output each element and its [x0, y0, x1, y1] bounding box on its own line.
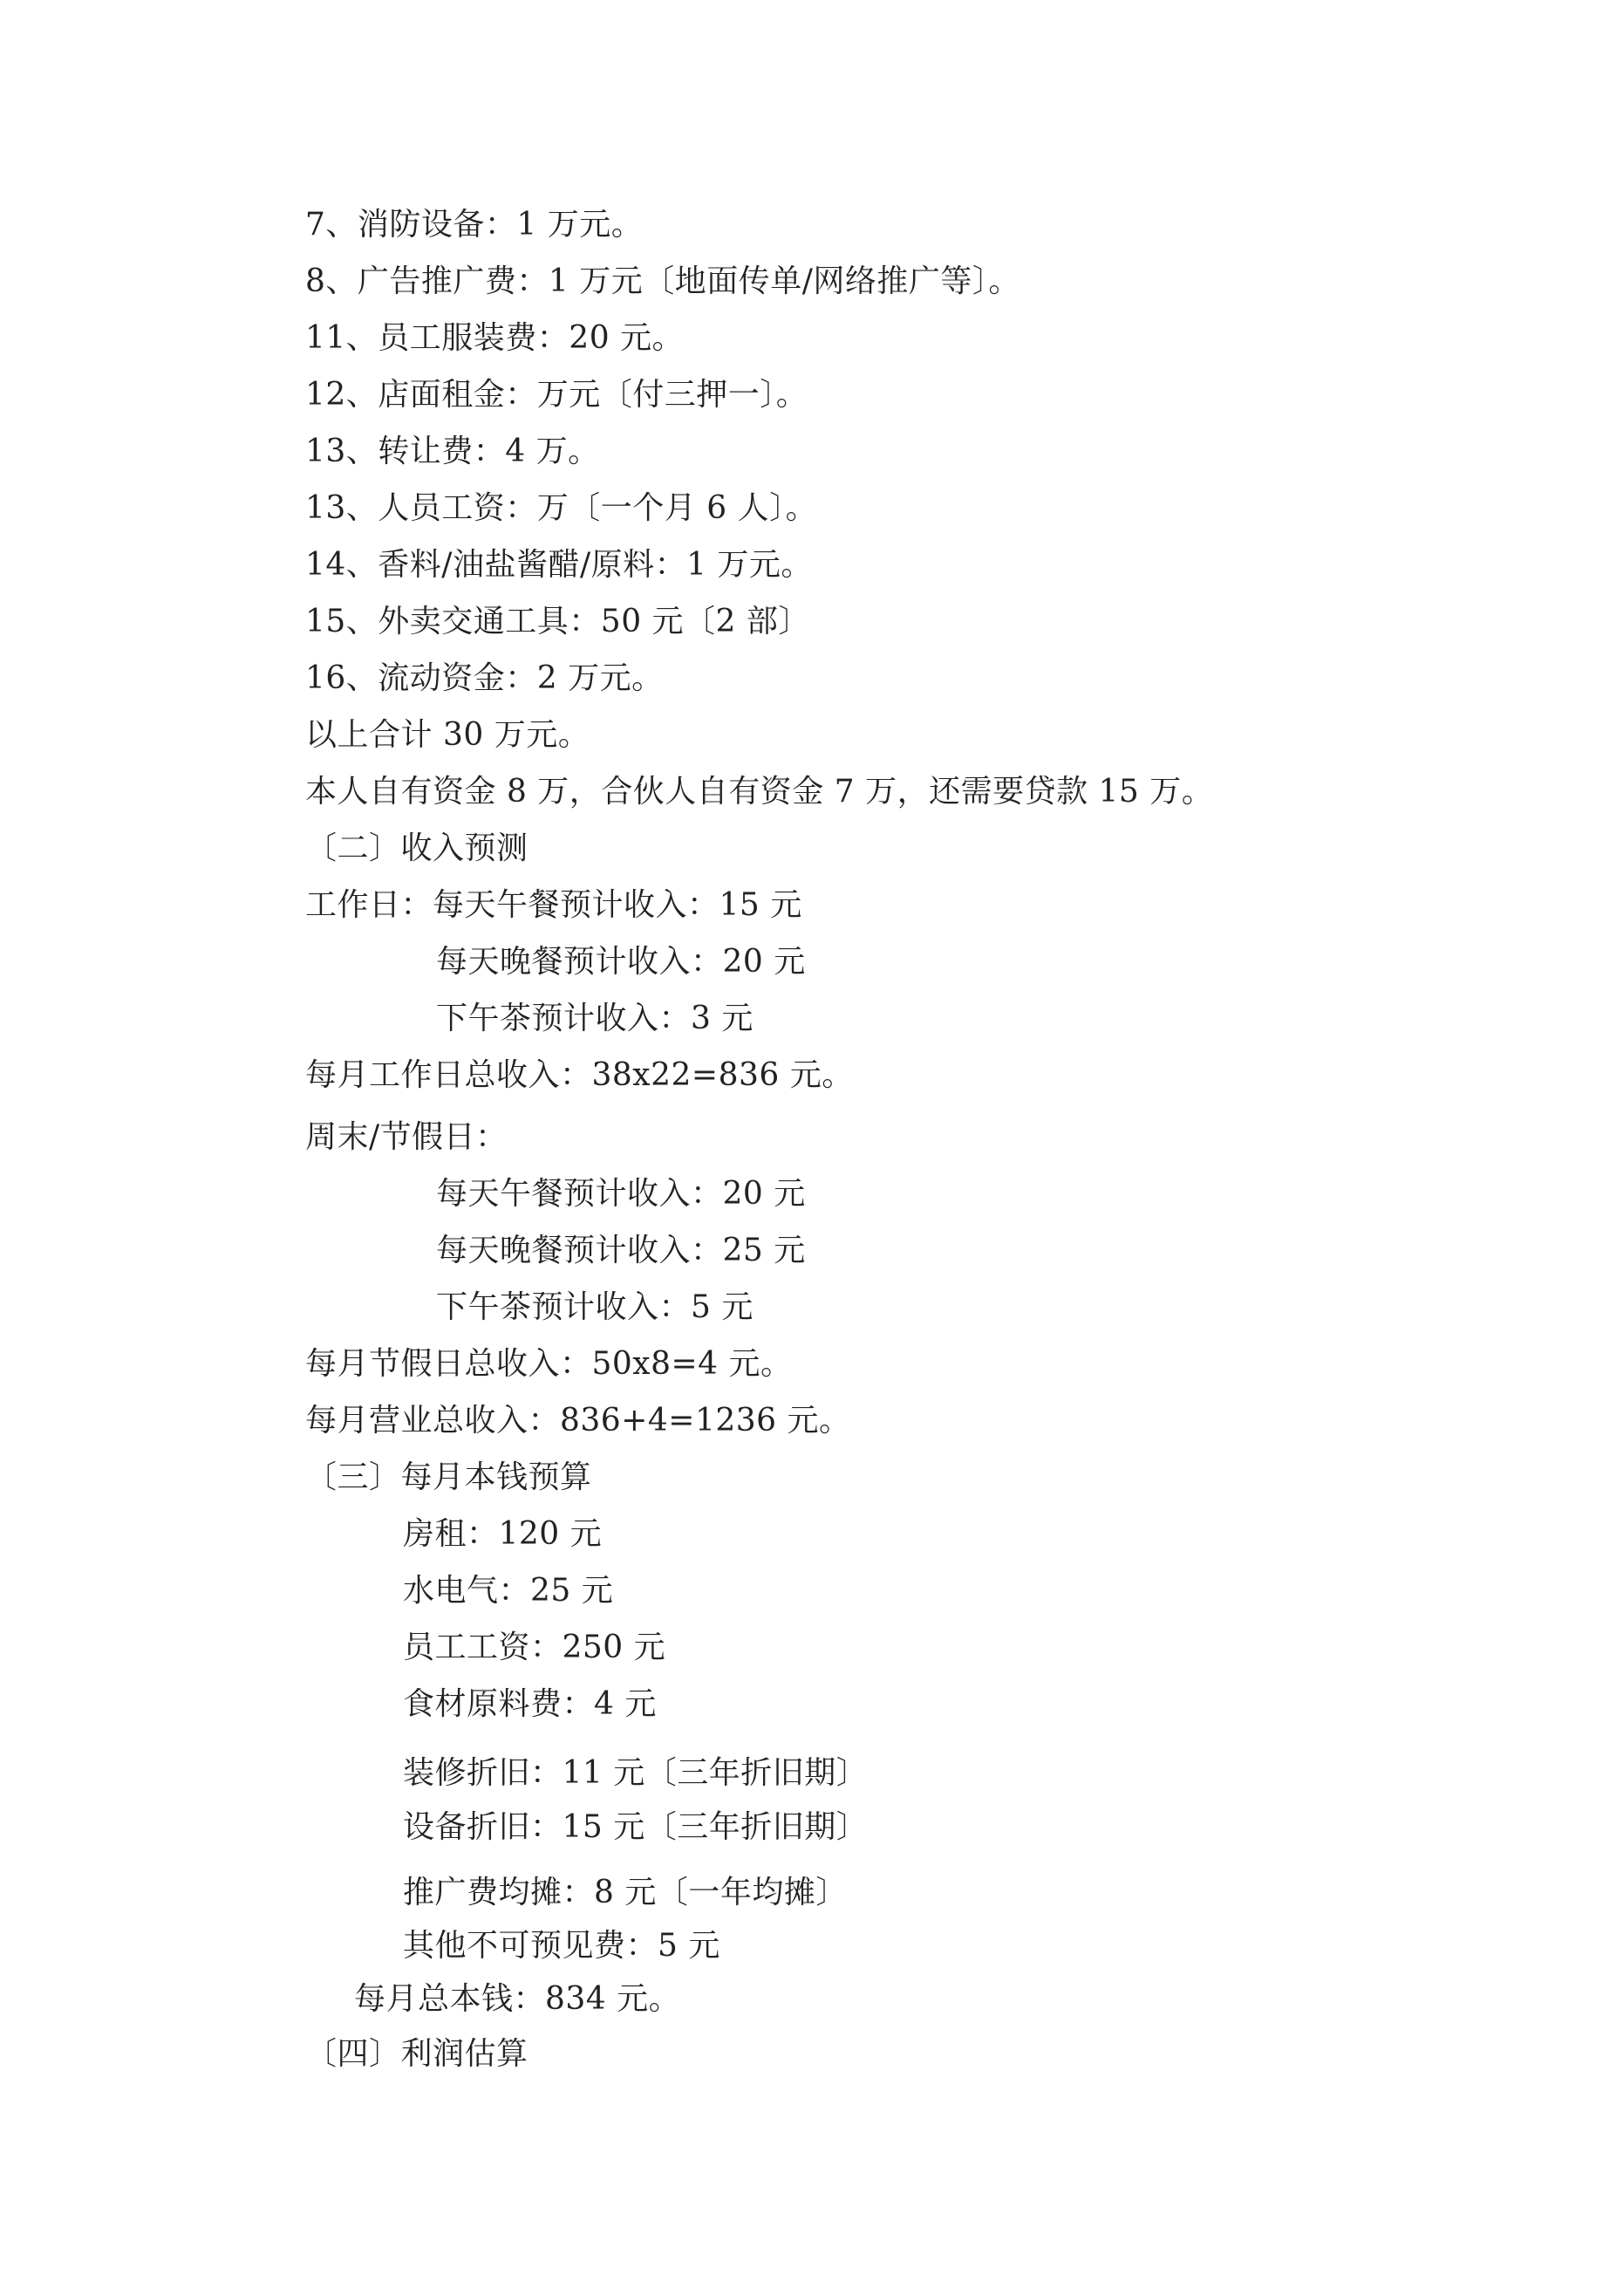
text-line: 以上合计 30 万元。: [305, 717, 590, 753]
text-line: 16、流动资金：2 万元。: [305, 660, 664, 696]
text-line: 13、人员工资：万〔一个月 6 人〕。: [305, 490, 818, 526]
text-line: 每天午餐预计收入：20 元: [436, 1176, 806, 1212]
text-line: 11、员工服装费：20 元。: [305, 320, 685, 356]
text-line: 7、消防设备：1 万元。: [305, 207, 644, 243]
text-line: 本人自有资金 8 万，合伙人自有资金 7 万，还需要贷款 15 万。: [305, 774, 1214, 810]
text-line: 13、转让费：4 万。: [305, 434, 600, 469]
text-line: 工作日：每天午餐预计收入：15 元: [305, 887, 802, 923]
text-line: 每天晚餐预计收入：20 元: [436, 944, 806, 980]
section-heading: 〔四〕利润估算: [305, 2036, 528, 2072]
text-line: 食材原料费：4 元: [403, 1686, 657, 1722]
text-line: 水电气：25 元: [403, 1573, 614, 1609]
text-line: 15、外卖交通工具：50 元〔2 部〕: [305, 604, 810, 639]
text-line: 12、店面租金：万元〔付三押一〕。: [305, 377, 808, 413]
text-line: 员工工资：250 元: [403, 1630, 666, 1665]
text-line: 每月工作日总收入：38x22=836 元。: [305, 1057, 854, 1093]
text-line: 每月节假日总收入：50x8=4 元。: [305, 1346, 793, 1382]
text-line: 房租：120 元: [403, 1516, 603, 1552]
section-heading: 〔三〕每月本钱预算: [305, 1459, 592, 1495]
text-line: 设备折旧：15 元〔三年折旧期〕: [403, 1809, 869, 1845]
text-line: 下午茶预计收入：5 元: [436, 1289, 754, 1325]
text-line: 每天晚餐预计收入：25 元: [436, 1233, 806, 1268]
text-line: 8、广告推广费：1 万元〔地面传单/网络推广等〕。: [305, 263, 1020, 299]
text-line: 周末/节假日：: [305, 1119, 508, 1155]
text-line: 其他不可预见费：5 元: [403, 1928, 720, 1964]
text-line: 装修折旧：11 元〔三年折旧期〕: [403, 1755, 869, 1791]
text-line: 下午茶预计收入：3 元: [436, 1001, 754, 1036]
text-line: 14、香料/油盐酱醋/原料：1 万元。: [305, 547, 813, 583]
text-line: 每月总本钱：834 元。: [354, 1981, 681, 2017]
text-line: 推广费均摊：8 元〔一年均摊〕: [403, 1875, 848, 1910]
section-heading: 〔二〕收入预测: [305, 830, 528, 866]
text-line: 每月营业总收入：836+4=1236 元。: [305, 1403, 851, 1438]
